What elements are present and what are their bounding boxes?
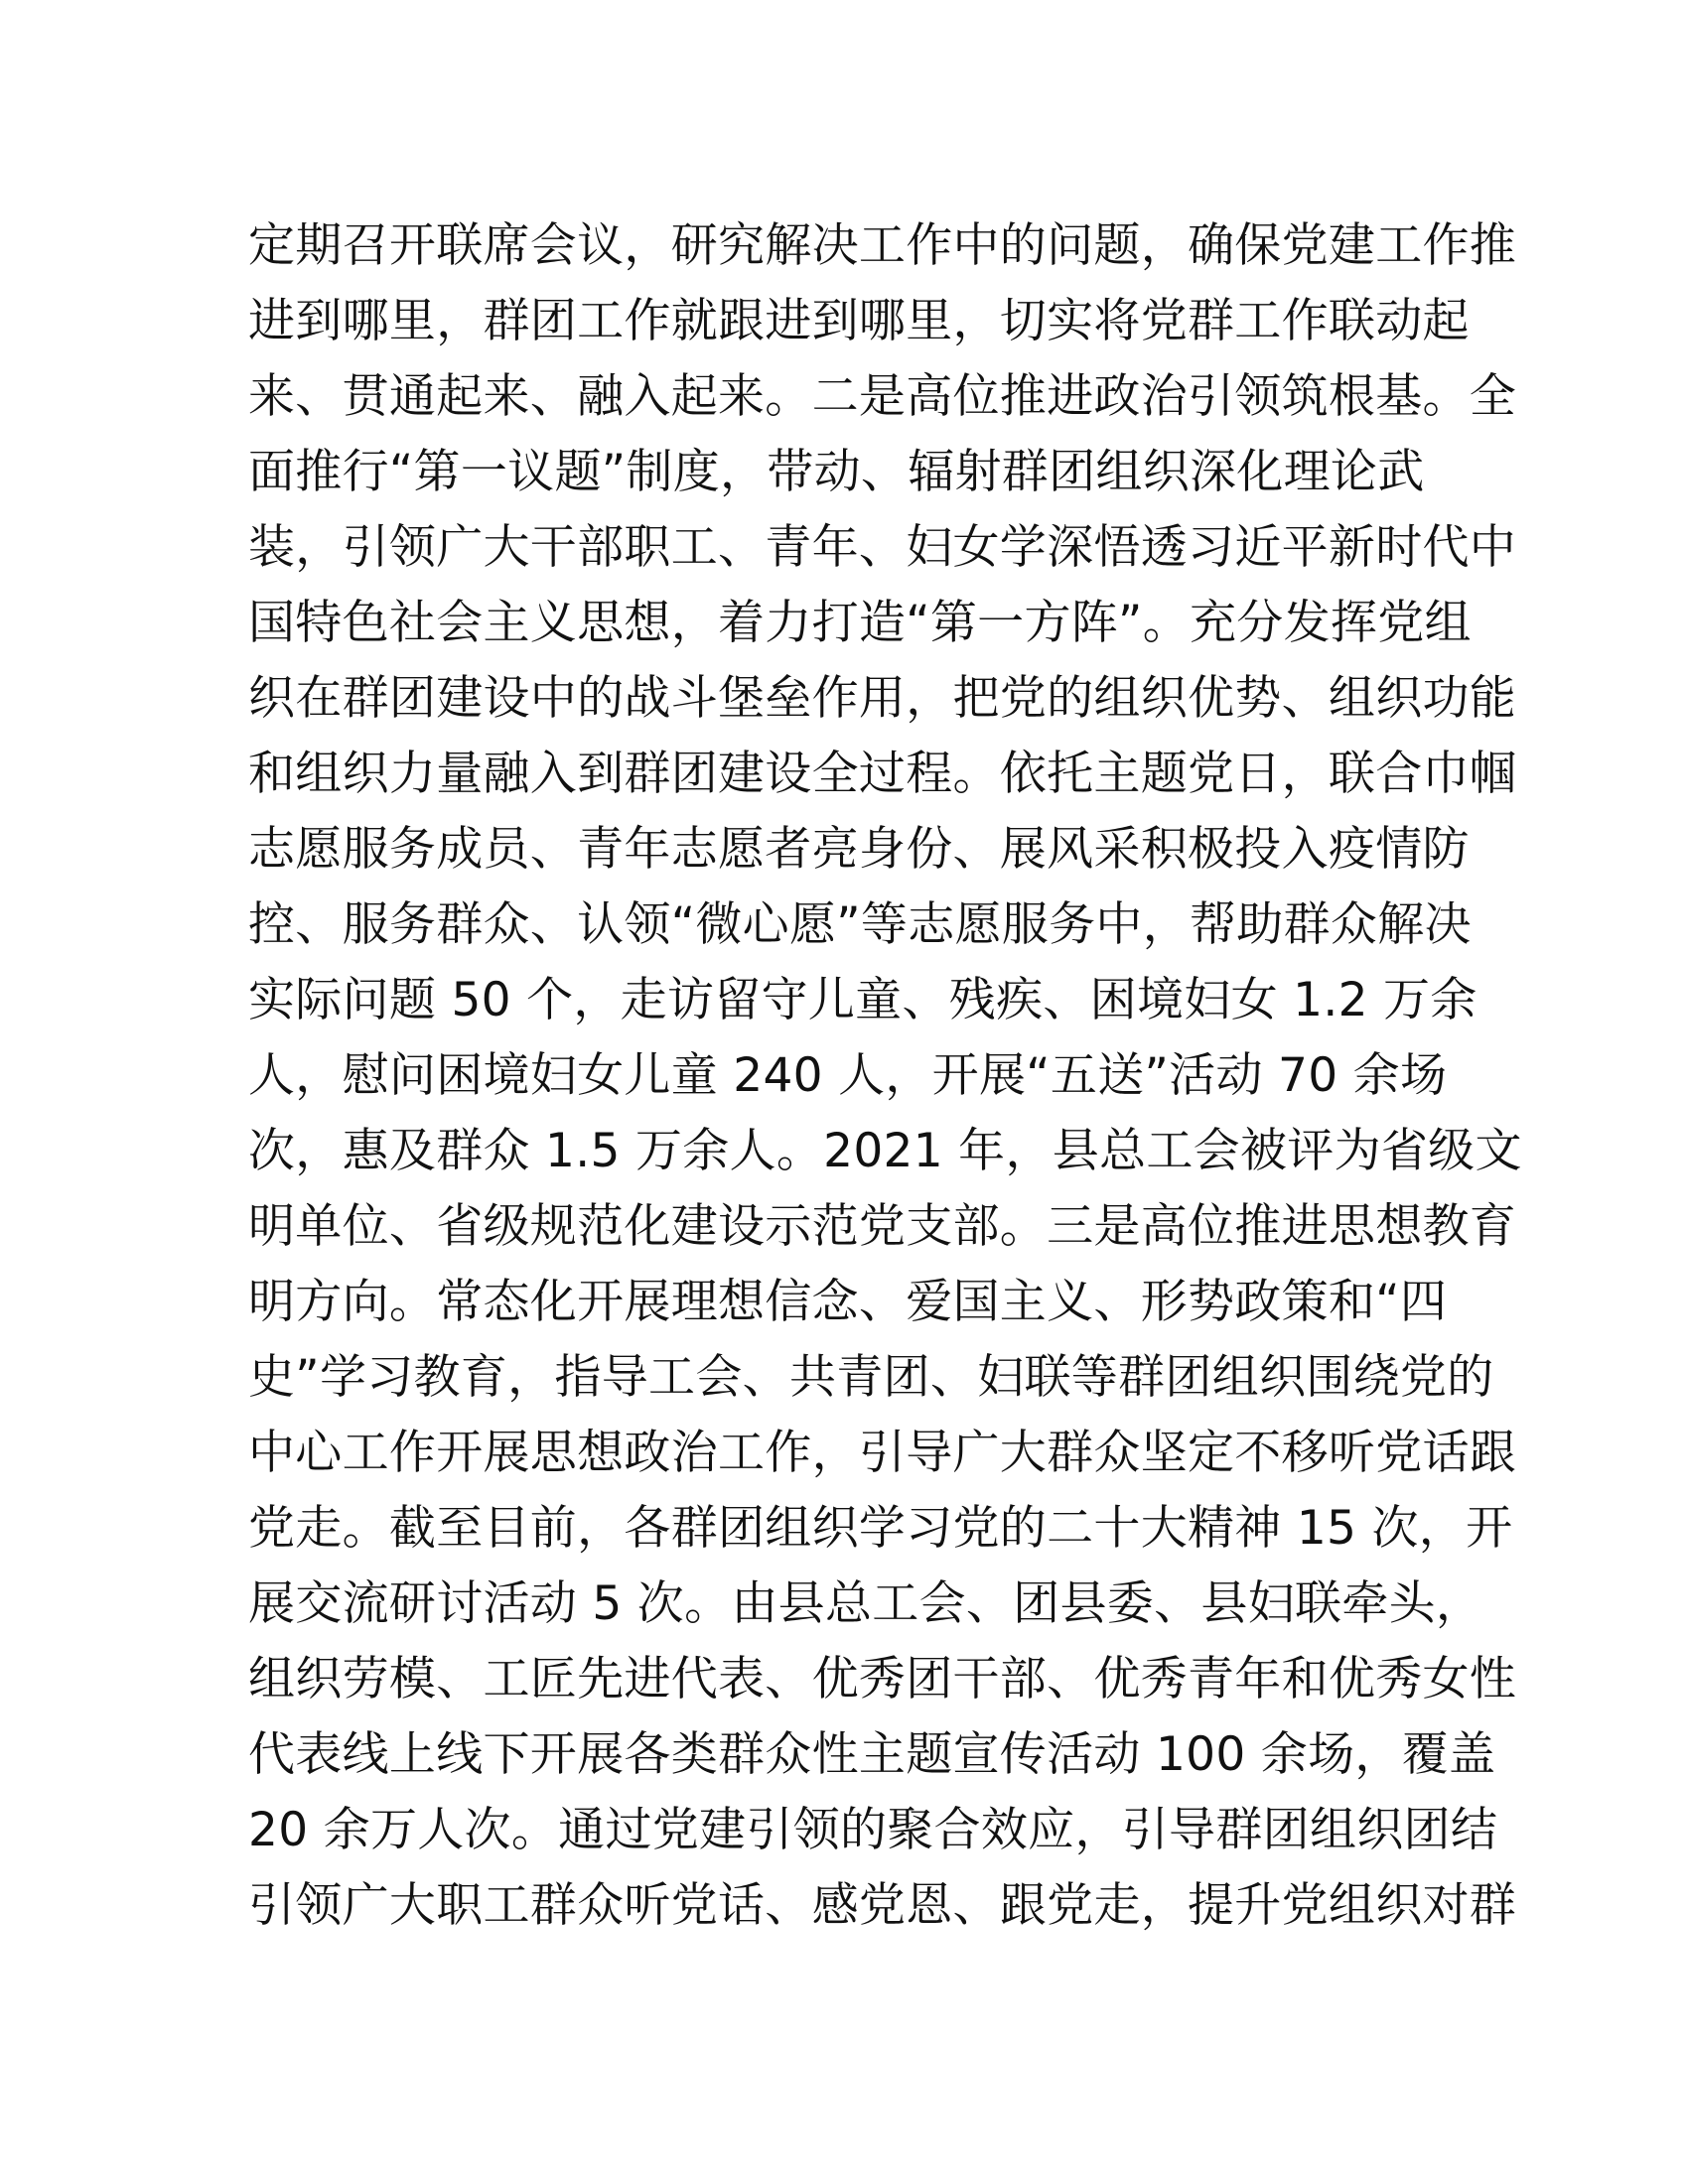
text-line: 织在群团建设中的战斗堡垒作用，把党的组织优势、组织功能 xyxy=(248,671,1517,726)
text-line: 定期召开联席会议，研究解决工作中的问题，确保党建工作推 xyxy=(248,218,1517,273)
text-line: 代表线上线下开展各类群众性主题宣传活动 100 余场，覆盖 xyxy=(248,1727,1496,1782)
text-line: 党走。截至目前，各群团组织学习党的二十大精神 15 次，开 xyxy=(248,1501,1513,1556)
text-line: 展交流研讨活动 5 次。由县总工会、团县委、县妇联牵头， xyxy=(248,1576,1483,1631)
text-line: 引领广大职工群众听党话、感党恩、跟党走，提升党组织对群 xyxy=(248,1878,1517,1933)
text-line: 来、贯通起来、融入起来。二是高位推进政治引领筑根基。全 xyxy=(248,369,1517,424)
text-line: 次，惠及群众 1.5 万余人。2021 年，县总工会被评为省级文 xyxy=(248,1124,1522,1178)
body-paragraph xyxy=(248,208,1522,1944)
text-line: 20 余万人次。通过党建引领的聚合效应，引导群团组织团结 xyxy=(248,1803,1498,1857)
text-line: 面推行“第一议题”制度，带动、辐射群团组织深化理论武 xyxy=(248,445,1425,499)
text-line: 实际问题 50 个，走访留守儿童、残疾、困境妇女 1.2 万余 xyxy=(248,973,1477,1027)
text-line: 志愿服务成员、青年志愿者亮身份、展风采积极投入疫情防 xyxy=(248,822,1470,877)
text-line: 组织劳模、工匠先进代表、优秀团干部、优秀青年和优秀女性 xyxy=(248,1652,1517,1706)
text-line: 控、服务群众、认领“微心愿”等志愿服务中，帮助群众解决 xyxy=(248,897,1472,952)
text-line: 和组织力量融入到群团建设全过程。依托主题党日，联合巾帼 xyxy=(248,747,1517,801)
text-line: 中心工作开展思想政治工作，引导广大群众坚定不移听党话跟 xyxy=(248,1426,1517,1480)
text-line: 明方向。常态化开展理想信念、爱国主义、形势政策和“四 xyxy=(248,1275,1448,1329)
text-line: 进到哪里，群团工作就跟进到哪里，切实将党群工作联动起 xyxy=(248,294,1470,348)
text-line: 国特色社会主义思想，着力打造“第一方阵”。充分发挥党组 xyxy=(248,596,1472,650)
text-line: 装，引领广大干部职工、青年、妇女学深悟透习近平新时代中 xyxy=(248,520,1517,575)
text-line: 人，慰问困境妇女儿童 240 人，开展“五送”活动 70 余场 xyxy=(248,1048,1448,1103)
text-line: 明单位、省级规范化建设示范党支部。三是高位推进思想教育 xyxy=(248,1199,1517,1254)
text-line: 史”学习教育，指导工会、共青团、妇联等群团组织围绕党的 xyxy=(248,1350,1494,1405)
